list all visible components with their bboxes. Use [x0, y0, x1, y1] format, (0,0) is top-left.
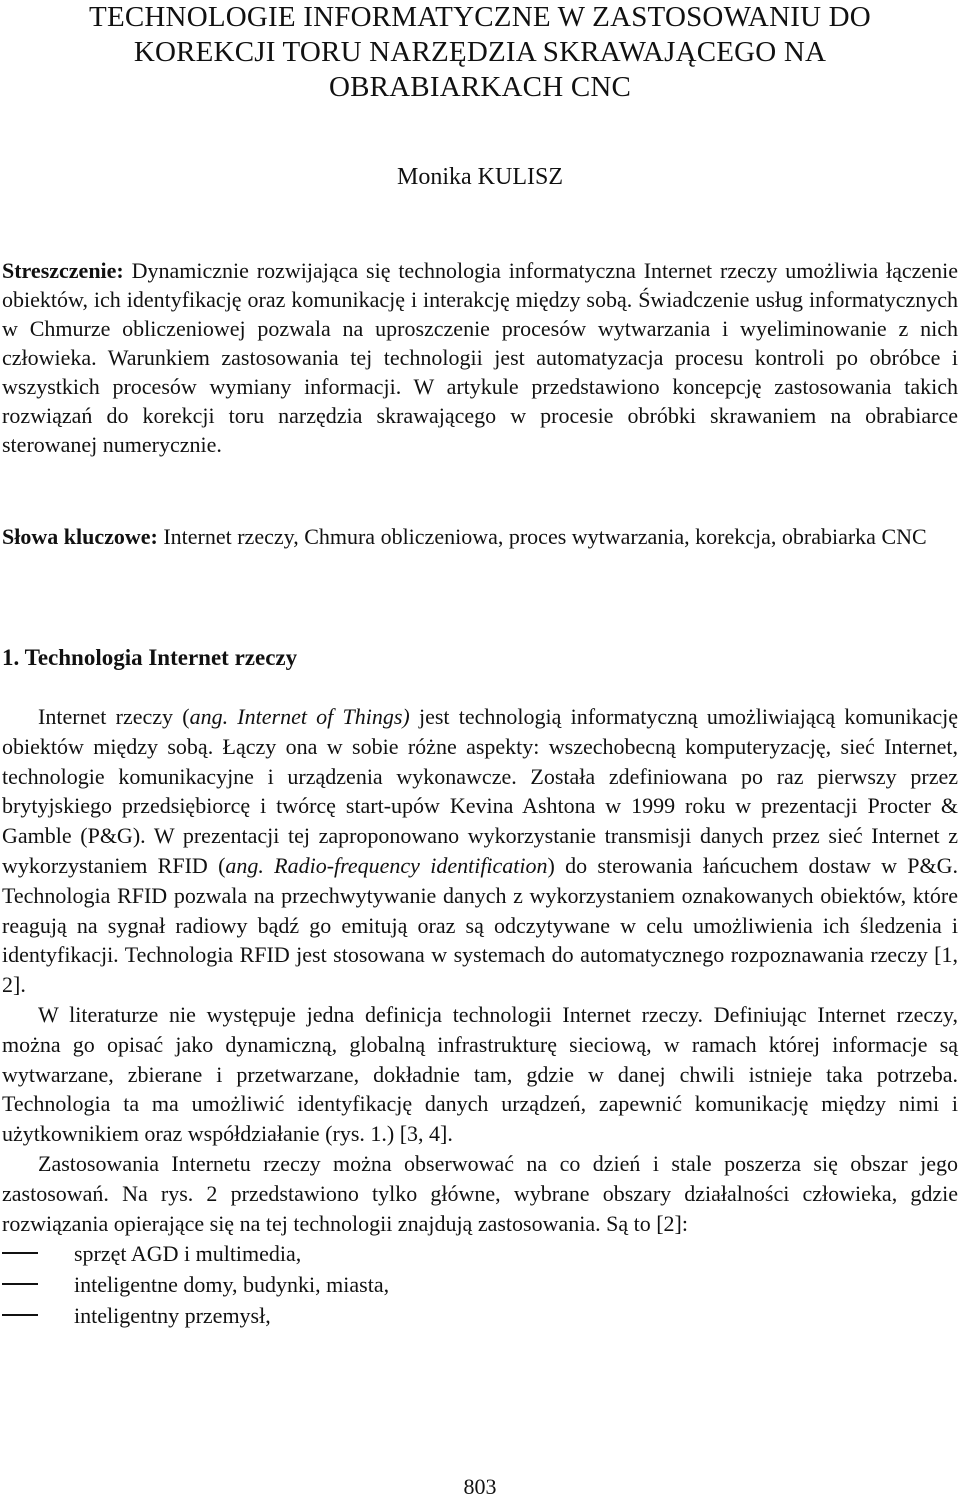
paragraph-2: W literaturze nie występuje jedna definicja technologii Internet rzeczy. Definiując Internet rzeczy, można go opisać jako dynamiczną, globalną infrastrukturę sieciową, w ramach której informacje są wytwarzane, zbierane i przetwarzane, dokładnie tam, gdzie w danej chwili istnieje taka potrzeba. Technologia ta ma umożliwić identyfikację danych urządzeń, zapewnić komunikację między nimi i użytkownikiem oraz współdziałanie (rys. 1.) [3, 4]. [2, 1001, 958, 1147]
keywords [2, 522, 958, 551]
paragraph-3: Zastosowania Internetu rzeczy można obserwować na co dzień i stale poszerza się obszar jego zastosowań. Na rys. 2 przedstawiono tylko główne, wybrane obszary działalności człowieka, gdzie rozwiązania opierające się na tej technologii znajdują zastosowania. Są to [2]: [2, 1150, 958, 1236]
p1-part-e: ) do sterowania łańcuchem dostaw w P&G. Technologia RFID pozwala na przechwytywanie danych z wykorzystaniem oznakowanych obiektów, które reagują na sygnał radiowy bądź go emitują oraz są odczytywane w celu umożliwienia ich śledzenia i identyfikacji. Technologia RFID jest stosowana w systemach do automatycznego rozpoznawania rzeczy [1, 2]. [2, 852, 959, 998]
title-line-2: KOREKCJI TORU NARZĘDZIA SKRAWAJĄCEGO NA [133, 36, 827, 68]
section-heading: 1. Technologia Internet rzeczy [2, 645, 298, 670]
author-name: Monika KULISZ [397, 164, 563, 190]
list-item [2, 1269, 958, 1300]
keywords-label: Słowa kluczowe: [2, 524, 158, 549]
keywords-text: Internet rzeczy, Chmura obliczeniowa, proces wytwarzania, korekcja, obrabiarka CNC [163, 524, 927, 549]
dash-icon [2, 1283, 38, 1285]
area-list [2, 1238, 958, 1331]
list-item [2, 1238, 958, 1269]
abstract-label: Streszczenie: [2, 258, 124, 283]
p1-part-a: Internet rzeczy ( [38, 704, 190, 729]
list-item [2, 1300, 958, 1331]
section-body [2, 702, 958, 1331]
list-item-text: inteligentny przemysł, [74, 1303, 271, 1329]
page-number: 803 [463, 1474, 497, 1499]
paragraph-1 [2, 702, 958, 1000]
title-line-1: TECHNOLOGIE INFORMATYCZNE W ZASTOSOWANIU DO [89, 1, 871, 33]
paper-title [0, 0, 960, 105]
p1-part-b: ang. Internet of Things) [189, 704, 410, 729]
list-item-text: sprzęt AGD i multimedia, [74, 1241, 302, 1267]
dash-icon [2, 1314, 38, 1316]
dash-icon [2, 1252, 38, 1254]
p1-part-d: ang. Radio-frequency identification [225, 852, 548, 878]
list-item-text: inteligentne domy, budynki, miasta, [74, 1272, 390, 1298]
title-line-3: OBRABIARKACH CNC [328, 71, 632, 103]
abstract [2, 256, 958, 459]
p1-part-c: jest technologią informatyczną umożliwiającą komunikację obiektów między sobą. Łączy ona w sobie różne aspekty: wszechobecną komputeryzację, sieć Internet, technologie komunikacyjne i urządzenia wykonawcze. Została zdefiniowana po raz pierwszy przez brytyjskiego przedsiębiorcę i twórcę start-upów Kevina Ashtona w 1999 roku w prezentacji Procter & Gamble (P&G). W prezentacji tej zaproponowano wykorzystanie transmisji danych przez sieć Internet z wykorzystaniem RFID ( [2, 704, 958, 878]
abstract-text: Dynamicznie rozwijająca się technologia informatyczna Internet rzeczy umożliwia łączenie obiektów, ich identyfikację oraz komunikację i interakcję między sobą. Świadczenie usług informatycznych w Chmurze obliczeniowej pozwala na uproszczenie procesów wytwarzania i wyeliminowanie z nich człowieka. Warunkiem zastosowania tej technologii jest automatyzacja procesu kontroli po obróbce i wszystkich procesów wymiany informacji. W artykule przedstawiono koncepcję zastosowania takich rozwiązań do korekcji toru narzędzia skrawającego w procesie obróbki skrawaniem na obrabiarce sterowanej numerycznie. [2, 258, 959, 457]
